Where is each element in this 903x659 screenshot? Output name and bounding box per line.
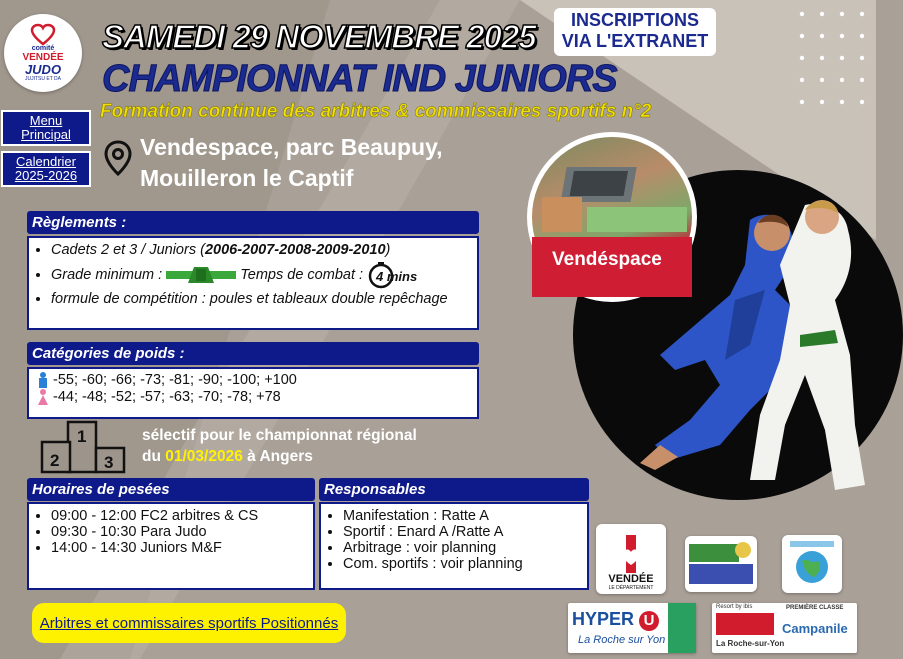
horaires-heading: Horaires de pesées (27, 478, 315, 501)
location-line1: Vendespace, parc Beaupuy, (140, 134, 443, 160)
globe-logo-icon (782, 535, 842, 593)
premiere-classe-label: PREMIÈRE CLASSE (786, 605, 844, 611)
vendespace-label: Vendéspace (552, 249, 662, 270)
responsables-box (319, 502, 589, 590)
resort-ibis-label: Resort by ibis (716, 604, 753, 610)
calendrier-button[interactable] (1, 151, 91, 187)
logo-text-comite: comité (31, 44, 55, 52)
responsables-item: • Manifestation : Ratte A (343, 508, 587, 524)
timer-icon (367, 261, 418, 289)
inscriptions-line2: VIA L'EXTRANET (561, 31, 709, 51)
vendee-label: VENDÉE (608, 573, 654, 585)
logo-text-judo: JUDO (24, 61, 62, 77)
hyper-u-city: La Roche sur Yon (578, 634, 666, 646)
hyper-u-label: HYPER U (572, 609, 659, 631)
logo-text-jujitsu: JUJITSU ET DA (24, 75, 62, 82)
podium-third: 3 (104, 453, 114, 472)
selectif-text (142, 425, 417, 467)
sponsor-vendee-departement[interactable] (596, 524, 666, 594)
menu-principal-button[interactable] (1, 110, 91, 146)
female-icon (37, 389, 49, 405)
male-weights-row (37, 372, 297, 388)
inscriptions-extranet-button[interactable] (554, 8, 716, 56)
heart-logo-icon (32, 25, 54, 45)
podium-icon (40, 418, 126, 474)
horaires-item: • 14:00 - 14:30 Juniors M&F (51, 540, 313, 556)
selectif-date: 01/03/2026 (165, 448, 243, 465)
female-weights: -44; -48; -52; -57; -63; -70; -78; +78 (53, 389, 281, 405)
location-line2: Mouilleron le Captif (140, 165, 354, 191)
event-subtitle: Formation continue des arbitres & commissaires sportifs n°2 (100, 101, 652, 122)
responsables-item: • Arbitrage : voir planning (343, 540, 587, 556)
horaires-item: • 09:30 - 10:30 Para Judo (51, 524, 313, 540)
inscriptions-line1: INSCRIPTIONS (570, 10, 699, 30)
horaires-box (27, 502, 315, 590)
reglements-item-formule: • formule de compétition : poules et tableaux double repêchage (51, 291, 477, 307)
event-date: SAMEDI 29 NOVEMBRE 2025 (102, 18, 536, 55)
responsables-item: • Sportif : Enard A /Ratte A (343, 524, 587, 540)
menu-principal-line1: Menu (29, 113, 63, 128)
comite-vendee-judo-logo[interactable] (4, 14, 82, 92)
logo-text-vendee: VENDÉE (22, 51, 64, 63)
sponsor-hyper-u[interactable] (568, 603, 696, 653)
hyper-u-green-band (668, 603, 696, 653)
reglements-box (27, 236, 479, 330)
reglements-item-categories: • Cadets 2 et 3 / Juniors (2006-2007-2008-2009-2010) (51, 242, 477, 258)
campanile-label: Campanile (782, 621, 848, 636)
categories-box (27, 367, 479, 419)
male-weights: -55; -60; -66; -73; -81; -90; -100; +100 (53, 372, 297, 388)
responsables-heading: Responsables (319, 478, 589, 501)
reglements-item-grade: • Grade minimum : Temps de combat : 4 mins (51, 261, 477, 289)
hyper-u-badge: U (639, 611, 659, 631)
female-weights-row (37, 389, 281, 405)
selectif-line2: du 01/03/2026 à Angers (142, 448, 313, 465)
menu-principal-line2: Principal (21, 127, 71, 142)
categories-heading: Catégories de poids : (27, 342, 479, 365)
podium-first: 1 (77, 427, 87, 446)
selectif-line1: sélectif pour le championnat régional (142, 427, 417, 444)
green-belt-icon (166, 265, 236, 285)
vendee-sublabel: LE DÉPARTEMENT (608, 585, 654, 591)
horaires-item: • 09:00 - 12:00 FC2 arbitres & CS (51, 508, 313, 524)
calendrier-line2: 2025-2026 (14, 168, 78, 183)
sponsor-globe[interactable] (782, 535, 842, 593)
reglements-heading: Règlements : (27, 211, 479, 234)
dot-grid-decoration (790, 8, 876, 108)
location-pin-icon (104, 140, 132, 176)
campanile-city: La Roche-sur-Yon (716, 639, 785, 648)
event-title: CHAMPIONNAT IND JUNIORS (102, 58, 617, 100)
event-location (140, 132, 443, 194)
calendrier-line1: Calendrier (16, 154, 76, 169)
sponsor-campanile-ibis[interactable] (712, 603, 857, 653)
responsables-item: • Com. sportifs : voir planning (343, 556, 587, 572)
male-icon (37, 372, 49, 388)
vendespace-photo (527, 132, 697, 302)
ibis-logo-block (716, 613, 774, 635)
arbitres-positionnes-button[interactable]: Arbitres et commissaires sportifs Positionnés (32, 603, 346, 643)
vendee-heart-icon (616, 535, 646, 573)
timer-label: 4 mins (376, 269, 418, 284)
podium-second: 2 (50, 451, 60, 470)
vendespace-building-illustration (532, 137, 692, 297)
sponsor-ecole-durand[interactable] (685, 536, 757, 592)
ecole-durand-logo-icon (685, 536, 757, 592)
